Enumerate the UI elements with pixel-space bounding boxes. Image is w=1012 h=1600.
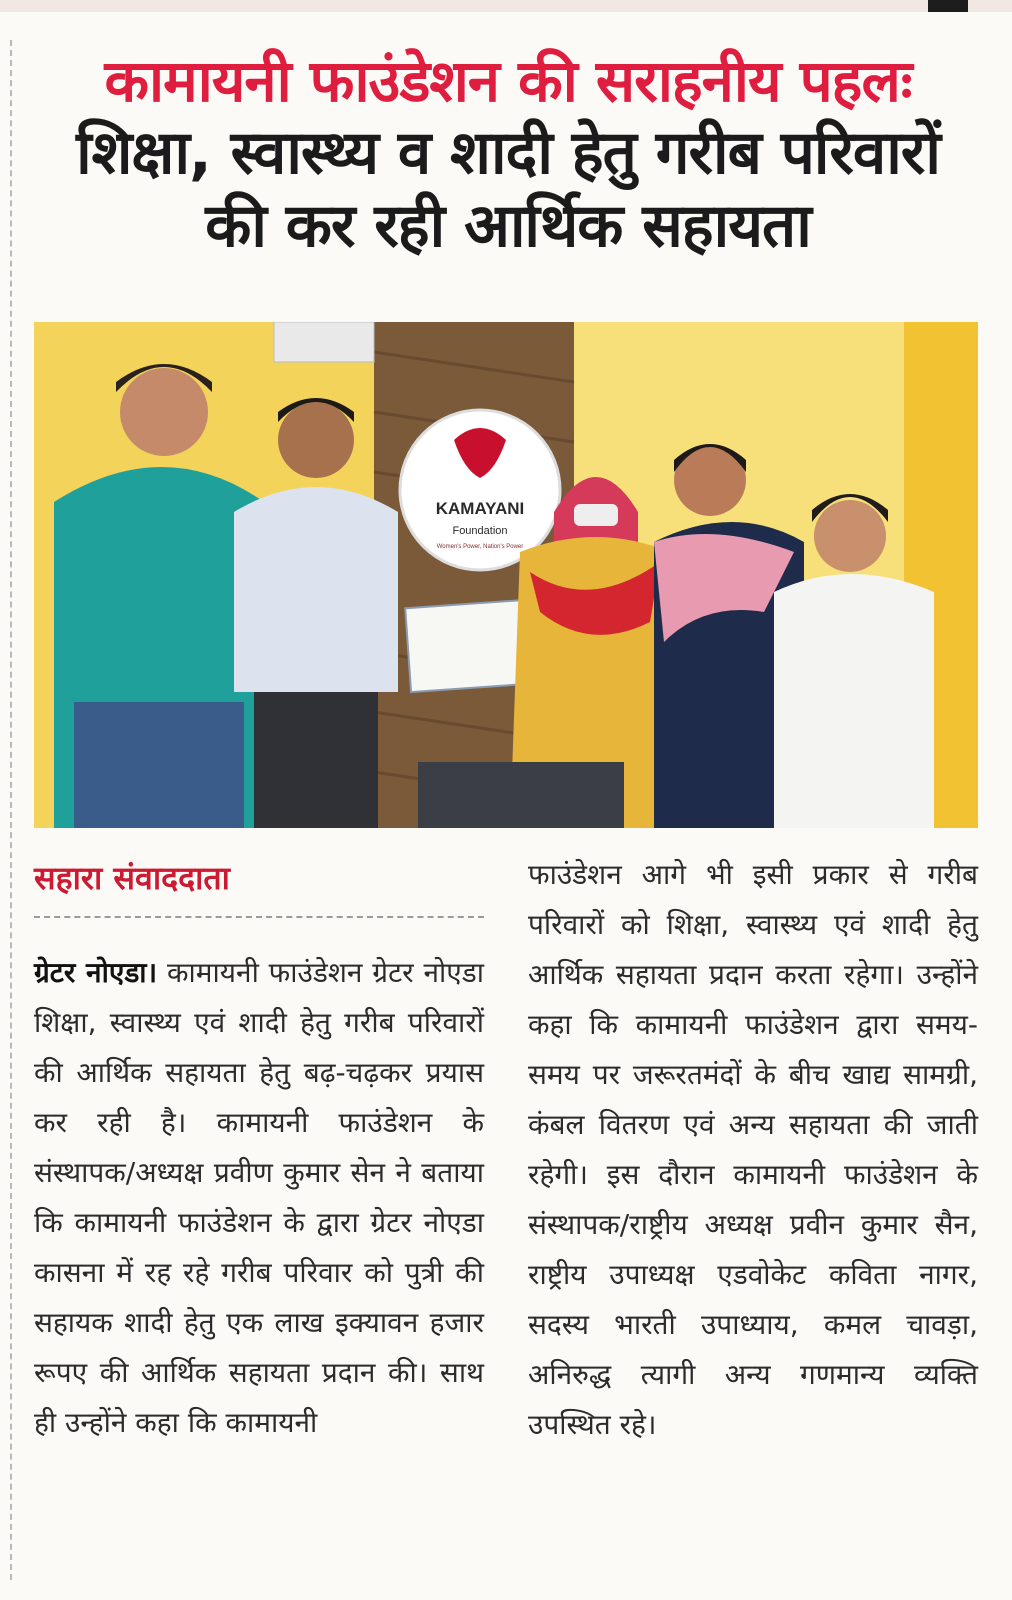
headline-line-3: की कर रही आर्थिक सहायता (205, 190, 811, 261)
dateline: ग्रेटर नोएडा। (34, 956, 158, 989)
byline-divider (34, 916, 484, 918)
logo-subtext: Foundation (452, 525, 508, 537)
laptop (418, 762, 624, 828)
cheque (405, 600, 531, 692)
headline-line-1: कामायनी फाउंडेशन की सराहनीय पहलः (104, 47, 912, 115)
article-text-right: फाउंडेशन आगे भी इसी प्रकार से गरीब परिवारों को शिक्षा, स्वास्थ्य एवं शादी हेतु आर्थिक सहायता प्रदान करता रहेगा। उन्होंने कहा कि कामायनी फाउंडेशन द्वारा समय-समय पर जरूरतमंदों के बीच खाद्य सामग्री, कंबल वितरण एवं अन्य सहायता की जाती रहेगी। इस दौरान कामायनी फाउंडेशन के संस्थापक/राष्ट्रीय अध्यक्ष प्रवीन कुमार सैन, राष्ट्रीय उपाध्यक्ष एडवोकेट कविता नागर, सदस्य भारती उपाध्याय, कमल चावड़ा, अनिरुद्ध त्यागी अन्य गणमान्य व्यक्ति उपस्थित रहे। (528, 858, 978, 1441)
article-column-right (528, 850, 978, 1450)
article-column-left (34, 948, 484, 1448)
news-photo (34, 322, 978, 828)
top-strip (0, 0, 1012, 12)
headline-line-2: शिक्षा, स्वास्थ्य व शादी हेतु गरीब परिवारों (76, 117, 940, 188)
top-tab (928, 0, 968, 12)
logo-text: KAMAYANI (435, 499, 525, 518)
logo-tagline: Women's Power, Nation's Power (436, 544, 524, 550)
photo-illustration (34, 322, 978, 828)
byline: सहारा संवाददाता (34, 859, 230, 897)
headline (36, 48, 980, 261)
ac-unit (274, 322, 374, 362)
article-text-left: कामायनी फाउंडेशन ग्रेटर नोएडा शिक्षा, स्वास्थ्य एवं शादी हेतु गरीब परिवारों की आर्थिक सहायता हेतु बढ़-चढ़कर प्रयास कर रही है। कामायनी फाउंडेशन के संस्थापक/अध्यक्ष प्रवीण कुमार सेन ने बताया कि कामायनी फाउंडेशन के द्वारा ग्रेटर नोएडा कासना में रह रहे गरीब परिवार को पुत्री की सहायक शादी हेतु एक लाख इक्यावन हजार रूपए की आर्थिक सहायता प्रदान की। साथ ही उन्होंने कहा कि कामायनी (34, 956, 484, 1439)
column-rule (10, 40, 12, 1580)
